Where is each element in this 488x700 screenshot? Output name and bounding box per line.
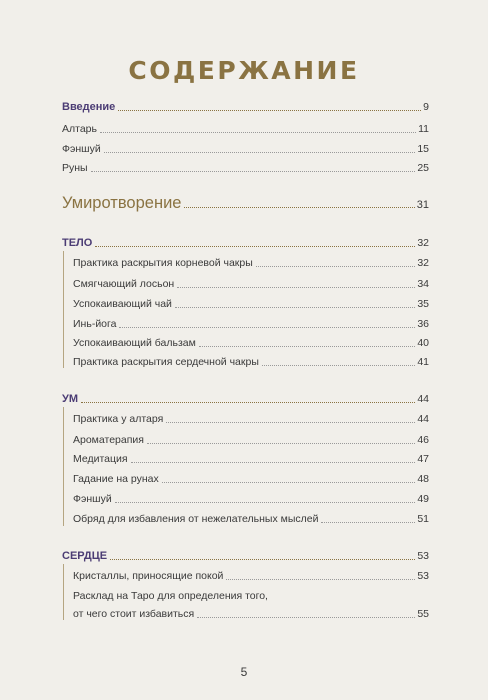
toc-entry-label: Обряд для избавления от нежелательных мыслей [73,513,319,525]
section-bracket-line [63,251,64,368]
toc-entry-label: Практика раскрытия корневой чакры [73,257,253,269]
toc-entry-page: 32 [417,237,429,249]
leader-dots [147,442,415,444]
toc-entry[interactable] [62,162,429,175]
toc-entry-label: Руны [62,162,88,174]
toc-entry[interactable] [73,413,429,426]
toc-entry-intro[interactable] [62,101,429,114]
toc-section-mind[interactable] [62,393,429,406]
leader-dots [177,286,415,288]
toc-entry-page: 9 [423,101,429,113]
toc-entry-label: Практика раскрытия сердечной чакры [73,356,259,368]
toc-entry[interactable] [73,257,429,270]
leader-dots [162,481,416,483]
toc-entry-page: 55 [417,608,429,620]
toc-entry-label: УМ [62,393,79,405]
section-bracket-line [63,407,64,526]
toc-entry[interactable] [73,356,429,369]
toc-entry[interactable] [73,337,429,350]
leader-dots [199,345,415,347]
leader-dots [110,558,415,560]
toc-entry-page: 25 [417,162,429,174]
leader-dots [95,245,415,247]
toc-entry-page: 46 [417,434,429,446]
toc-entry-label-line2: от чего стоит избавиться [73,608,195,620]
leader-dots [115,501,416,503]
toc-entry[interactable] [62,143,429,156]
leader-dots [91,170,416,172]
leader-dots [197,616,415,618]
toc-entry-label: Успокаивающий бальзам [73,337,196,349]
toc-entry-label: Успокаивающий чай [73,298,172,310]
toc-entry-page: 36 [417,318,429,330]
toc-entry-label: Умиротворение [62,194,182,212]
toc-entry[interactable] [73,434,429,447]
toc-entry-label: Фэншуй [73,493,112,505]
toc-entry-label: Медитация [73,453,128,465]
toc-entry-label: Ароматерапия [73,434,144,446]
toc-entry-page: 47 [417,453,429,465]
toc-entry[interactable] [73,473,429,486]
toc-entry[interactable] [73,318,429,331]
toc-section-heart[interactable] [62,550,429,563]
toc-entry[interactable] [73,513,429,526]
toc-entry[interactable] [62,123,429,136]
toc-entry[interactable] [73,298,429,311]
leader-dots [184,206,414,208]
page-number: 5 [240,665,248,679]
leader-dots [166,421,415,423]
section-bracket-line [63,564,64,620]
leader-dots [226,578,415,580]
toc-entry[interactable] [73,608,429,621]
toc-entry-page: 53 [417,570,429,582]
toc-entry[interactable] [73,278,429,291]
toc-entry-label: Смягчающий лосьон [73,278,175,290]
toc-entry-page: 44 [417,413,429,425]
toc-entry-page: 53 [417,550,429,562]
leader-dots [262,364,415,366]
toc-entry-page: 44 [417,393,429,405]
toc-entry-page: 31 [416,199,429,211]
toc-entry[interactable] [73,453,429,466]
toc-entry-page: 49 [417,493,429,505]
toc-entry-label: СЕРДЦЕ [62,550,108,562]
toc-entry-label: Инь-йога [73,318,117,330]
toc-entry-page: 35 [417,298,429,310]
leader-dots [131,461,416,463]
toc-entry-label: Введение [62,101,116,113]
toc-entry-page: 11 [418,123,429,135]
toc-entry-label: Гадание на рунах [73,473,159,485]
toc-entry[interactable] [73,570,429,583]
leader-dots [104,151,416,153]
leader-dots [256,265,416,267]
toc-entry-label: Кристаллы, приносящие покой [73,570,224,582]
toc-entry-page: 51 [417,513,429,525]
toc-title: СОДЕРЖАНИЕ [128,56,360,85]
leader-dots [321,521,415,523]
leader-dots [118,109,421,111]
toc-entry-page: 40 [417,337,429,349]
leader-dots [175,306,415,308]
leader-dots [100,131,416,133]
toc-entry-page: 32 [417,257,429,269]
toc-entry-label: ТЕЛО [62,237,93,249]
leader-dots [81,401,415,403]
toc-entry-label: Фэншуй [62,143,101,155]
toc-section-body[interactable] [62,237,429,250]
toc-entry[interactable] [73,493,429,506]
toc-entry-part[interactable] [62,194,429,212]
leader-dots [119,326,415,328]
toc-entry-page: 41 [417,356,429,368]
toc-entry-label: Алтарь [62,123,97,135]
toc-entry-label-line1[interactable]: Расклад на Таро для определения того, [73,590,268,602]
toc-entry-page: 15 [417,143,429,155]
toc-entry-label: Практика у алтаря [73,413,164,425]
toc-entry-page: 34 [417,278,429,290]
toc-entry-page: 48 [417,473,429,485]
